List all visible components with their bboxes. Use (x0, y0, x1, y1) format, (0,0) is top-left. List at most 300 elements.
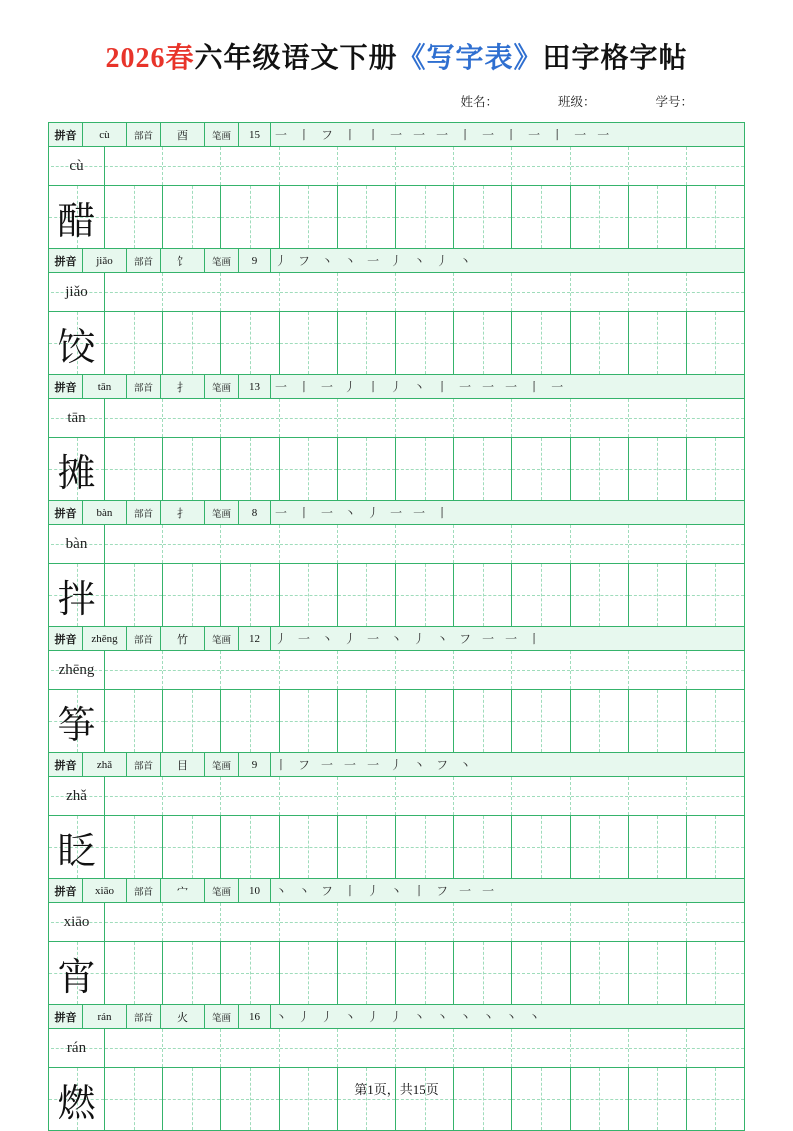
character-blank-cell[interactable] (163, 942, 221, 1004)
stroke-glyph: 丿 (344, 631, 357, 646)
pinyin-blank-cell[interactable] (105, 903, 163, 941)
pinyin-blank-cell[interactable] (105, 651, 163, 689)
character-blank-cell[interactable] (396, 186, 454, 248)
pinyin-blank-cell[interactable] (512, 147, 570, 185)
pinyin-text: jiǎo (65, 283, 88, 300)
character-blank-cell[interactable] (687, 1068, 744, 1130)
pinyin-blank-cell[interactable] (163, 525, 221, 563)
pinyin-blank-cell[interactable] (105, 525, 163, 563)
pinyin-blank-cell[interactable] (629, 147, 687, 185)
character-practice-row (49, 312, 744, 374)
pinyin-blank-cell[interactable] (221, 1029, 279, 1067)
stroke-glyph: 一 (298, 631, 311, 646)
character-blank-cell[interactable] (571, 816, 629, 878)
character-blank-cell[interactable] (338, 816, 396, 878)
character-blank-cell[interactable] (571, 1068, 629, 1130)
pinyin-practice-row (49, 147, 744, 186)
stroke-glyph: 丨 (344, 127, 357, 142)
pinyin-blank-cell[interactable] (687, 525, 744, 563)
class-label: 班级： (557, 95, 596, 109)
strokes-label: 笔画 (205, 753, 239, 776)
stroke-glyph: 一 (482, 379, 495, 394)
stroke-glyph: 丿 (367, 883, 380, 898)
stroke-glyph: 丿 (390, 379, 403, 394)
character-glyph: 筝 (57, 704, 96, 747)
pinyin-blank-cell[interactable] (454, 1029, 512, 1067)
radical-label: 部首 (127, 375, 161, 398)
character-blank-cell[interactable] (280, 942, 338, 1004)
stroke-order-sequence (271, 879, 744, 902)
character-blank-cell[interactable] (454, 816, 512, 878)
pinyin-blank-cell[interactable] (338, 273, 396, 311)
pinyin-blank-cells (105, 903, 744, 941)
character-blank-cell[interactable] (105, 438, 163, 500)
character-blank-cell[interactable] (512, 564, 570, 626)
character-model-cell (49, 690, 105, 752)
character-blank-cell[interactable] (687, 690, 744, 752)
page-footer: 第1页，共15页 (354, 1082, 439, 1097)
character-blank-cell[interactable] (105, 186, 163, 248)
pinyin-blank-cell[interactable] (163, 399, 221, 437)
character-glyph: 宵 (57, 956, 96, 999)
pinyin-blank-cell[interactable] (454, 273, 512, 311)
pinyin-blank-cell[interactable] (571, 651, 629, 689)
character-model-cell (49, 942, 105, 1004)
character-blank-cell[interactable] (163, 312, 221, 374)
stroke-order-sequence (271, 1005, 744, 1028)
pinyin-blank-cell[interactable] (280, 777, 338, 815)
character-blank-cell[interactable] (105, 942, 163, 1004)
pinyin-blank-cell[interactable] (280, 651, 338, 689)
pinyin-blank-cell[interactable] (454, 399, 512, 437)
pinyin-blank-cell[interactable] (512, 525, 570, 563)
pinyin-blank-cell[interactable] (571, 273, 629, 311)
pinyin-blank-cell[interactable] (512, 777, 570, 815)
pinyin-blank-cell[interactable] (396, 399, 454, 437)
pinyin-model-cell (49, 903, 105, 941)
pinyin-value: tān (83, 375, 127, 398)
character-blank-cell[interactable] (454, 186, 512, 248)
pinyin-blank-cell[interactable] (163, 777, 221, 815)
pinyin-blank-cell[interactable] (687, 147, 744, 185)
strokes-value: 9 (239, 753, 271, 776)
character-blank-cell[interactable] (687, 564, 744, 626)
stroke-glyph: 丿 (321, 1009, 334, 1024)
character-blank-cell[interactable] (163, 816, 221, 878)
character-blank-cell[interactable] (629, 1068, 687, 1130)
stroke-glyph: 丶 (459, 757, 472, 772)
character-blank-cell[interactable] (687, 438, 744, 500)
pinyin-blank-cell[interactable] (338, 147, 396, 185)
character-blank-cell[interactable] (571, 438, 629, 500)
stroke-glyph: 一 (551, 379, 564, 394)
character-blank-cell[interactable] (105, 690, 163, 752)
pinyin-blank-cell[interactable] (629, 273, 687, 311)
character-blank-cell[interactable] (687, 816, 744, 878)
character-practice-row (49, 438, 744, 500)
character-blank-cell[interactable] (338, 1068, 396, 1130)
pinyin-blank-cell[interactable] (105, 777, 163, 815)
pinyin-blank-cell[interactable] (454, 651, 512, 689)
character-blank-cell[interactable] (280, 438, 338, 500)
stroke-glyph: 一 (390, 505, 403, 520)
stroke-glyph: 丨 (528, 631, 541, 646)
pinyin-blank-cell[interactable] (338, 903, 396, 941)
pinyin-blank-cell[interactable] (396, 1029, 454, 1067)
strokes-label: 笔画 (205, 501, 239, 524)
pinyin-blank-cell[interactable] (454, 147, 512, 185)
character-blank-cell[interactable] (512, 942, 570, 1004)
pinyin-blank-cell[interactable] (687, 273, 744, 311)
character-blank-cell[interactable] (454, 1068, 512, 1130)
pinyin-label: 拼音 (49, 375, 83, 398)
pinyin-value: zhēng (83, 627, 127, 650)
title-suffix: 田字格字帖 (542, 43, 688, 74)
character-blank-cell[interactable] (338, 186, 396, 248)
character-blank-cell[interactable] (163, 186, 221, 248)
pinyin-blank-cell[interactable] (512, 1029, 570, 1067)
character-blank-cell[interactable] (221, 186, 279, 248)
stroke-glyph: 丶 (413, 253, 426, 268)
character-blank-cell[interactable] (396, 312, 454, 374)
stroke-glyph: 一 (528, 127, 541, 142)
character-blank-cell[interactable] (629, 942, 687, 1004)
character-blank-cell[interactable] (629, 438, 687, 500)
stroke-glyph: 一 (413, 127, 426, 142)
pinyin-blank-cell[interactable] (280, 147, 338, 185)
page-title (48, 0, 745, 76)
character-blank-cell[interactable] (163, 690, 221, 752)
character-glyph: 醋 (57, 200, 96, 243)
title-year: 2026 (105, 43, 166, 74)
character-blank-cell[interactable] (221, 690, 279, 752)
stroke-glyph: 一 (436, 127, 449, 142)
pinyin-blank-cell[interactable] (338, 777, 396, 815)
stroke-glyph: 丶 (321, 253, 334, 268)
stroke-glyph: 丶 (298, 883, 311, 898)
character-blank-cell[interactable] (571, 690, 629, 752)
character-meta-row (49, 501, 744, 525)
strokes-label: 笔画 (205, 375, 239, 398)
character-blank-cell[interactable] (629, 690, 687, 752)
character-blank-cell[interactable] (396, 816, 454, 878)
stroke-glyph: 一 (367, 631, 380, 646)
pinyin-blank-cell[interactable] (105, 399, 163, 437)
character-blank-cell[interactable] (629, 816, 687, 878)
stroke-glyph: 丶 (482, 1009, 495, 1024)
pinyin-blank-cell[interactable] (280, 1029, 338, 1067)
character-block (49, 627, 744, 753)
character-blank-cell[interactable] (221, 438, 279, 500)
character-block (49, 1005, 744, 1130)
character-block (49, 753, 744, 879)
character-blank-cell[interactable] (163, 438, 221, 500)
stroke-glyph: 丿 (413, 631, 426, 646)
character-blank-cell[interactable] (687, 186, 744, 248)
pinyin-blank-cell[interactable] (221, 399, 279, 437)
pinyin-blank-cell[interactable] (396, 777, 454, 815)
pinyin-blank-cell[interactable] (512, 273, 570, 311)
character-blank-cell[interactable] (454, 690, 512, 752)
stroke-glyph: 丶 (413, 1009, 426, 1024)
character-blank-cell[interactable] (221, 1068, 279, 1130)
pinyin-blank-cell[interactable] (221, 147, 279, 185)
character-blank-cell[interactable] (512, 690, 570, 752)
pinyin-blank-cell[interactable] (687, 777, 744, 815)
stroke-glyph: 丨 (298, 379, 311, 394)
pinyin-practice-row (49, 399, 744, 438)
pinyin-blank-cell[interactable] (629, 651, 687, 689)
pinyin-blank-cell[interactable] (512, 651, 570, 689)
character-blank-cell[interactable] (221, 564, 279, 626)
title-season: 春 (165, 43, 195, 74)
pinyin-blank-cell[interactable] (163, 273, 221, 311)
character-blank-cell[interactable] (338, 438, 396, 500)
pinyin-blank-cell[interactable] (512, 903, 570, 941)
character-blank-cell[interactable] (221, 816, 279, 878)
character-blank-cell[interactable] (280, 564, 338, 626)
pinyin-blank-cell[interactable] (221, 273, 279, 311)
stroke-glyph: 丿 (275, 631, 288, 646)
character-blank-cell[interactable] (338, 942, 396, 1004)
character-blank-cell[interactable] (280, 816, 338, 878)
pinyin-blank-cells (105, 147, 744, 185)
pinyin-blank-cell[interactable] (571, 903, 629, 941)
pinyin-blank-cell[interactable] (221, 777, 279, 815)
pinyin-practice-row (49, 903, 744, 942)
pinyin-blank-cell[interactable] (280, 525, 338, 563)
pinyin-blank-cell[interactable] (338, 1029, 396, 1067)
pinyin-blank-cell[interactable] (338, 525, 396, 563)
stroke-glyph: 一 (367, 253, 380, 268)
character-blank-cell[interactable] (396, 942, 454, 1004)
pinyin-text: tān (67, 409, 86, 426)
stroke-glyph: 丶 (275, 1009, 288, 1024)
pinyin-blank-cells (105, 273, 744, 311)
character-blank-cell[interactable] (687, 312, 744, 374)
pinyin-blank-cell[interactable] (629, 777, 687, 815)
pinyin-blank-cell[interactable] (629, 903, 687, 941)
radical-label: 部首 (127, 879, 161, 902)
stroke-glyph: 丨 (298, 127, 311, 142)
pinyin-blank-cell[interactable] (629, 525, 687, 563)
pinyin-text: cù (69, 157, 84, 174)
pinyin-blank-cell[interactable] (629, 399, 687, 437)
pinyin-blank-cell[interactable] (396, 903, 454, 941)
pinyin-value: zhǎ (83, 753, 127, 776)
stroke-order-sequence (271, 627, 744, 650)
character-model-cell (49, 438, 105, 500)
character-block (49, 375, 744, 501)
stroke-glyph: 一 (505, 631, 518, 646)
stroke-glyph: 丨 (298, 505, 311, 520)
character-blank-cell[interactable] (512, 816, 570, 878)
pinyin-blank-cell[interactable] (221, 525, 279, 563)
pinyin-blank-cells (105, 651, 744, 689)
character-blank-cell[interactable] (396, 438, 454, 500)
character-blank-cell[interactable] (454, 564, 512, 626)
stroke-glyph: 丿 (298, 1009, 311, 1024)
pinyin-text: zhēng (58, 661, 95, 678)
character-blank-cell[interactable] (105, 1068, 163, 1130)
pinyin-blank-cell[interactable] (571, 777, 629, 815)
character-model-cell (49, 816, 105, 878)
stroke-glyph: 一 (505, 379, 518, 394)
stroke-glyph: 一 (574, 127, 587, 142)
stroke-glyph: 丶 (344, 505, 357, 520)
pinyin-blank-cell[interactable] (396, 273, 454, 311)
pinyin-blank-cell[interactable] (687, 651, 744, 689)
pinyin-blank-cell[interactable] (571, 1029, 629, 1067)
pinyin-label: 拼音 (49, 501, 83, 524)
stroke-glyph: 丨 (344, 883, 357, 898)
pinyin-blank-cell[interactable] (571, 525, 629, 563)
stroke-glyph: 丿 (436, 253, 449, 268)
radical-value: 饣 (161, 249, 205, 272)
pinyin-text: bàn (65, 535, 88, 552)
character-blank-cell[interactable] (512, 312, 570, 374)
pinyin-blank-cell[interactable] (105, 273, 163, 311)
stroke-glyph: 一 (390, 127, 403, 142)
character-block (49, 249, 744, 375)
pinyin-blank-cell[interactable] (396, 147, 454, 185)
pinyin-blank-cell[interactable] (687, 399, 744, 437)
character-blank-cell[interactable] (163, 564, 221, 626)
stroke-glyph: 丨 (413, 883, 426, 898)
character-practice-row (49, 564, 744, 626)
character-blank-cell[interactable] (629, 564, 687, 626)
pinyin-blank-cell[interactable] (163, 147, 221, 185)
pinyin-blank-cell[interactable] (221, 651, 279, 689)
character-practice-row (49, 1068, 744, 1130)
character-blank-cell[interactable] (512, 1068, 570, 1130)
character-blank-cell[interactable] (687, 942, 744, 1004)
pinyin-blank-cell[interactable] (571, 399, 629, 437)
character-block (49, 123, 744, 249)
character-blank-cell[interactable] (221, 942, 279, 1004)
character-blank-cell[interactable] (454, 312, 512, 374)
character-blank-cell[interactable] (396, 1068, 454, 1130)
character-blank-cell[interactable] (396, 690, 454, 752)
character-blank-cell[interactable] (571, 312, 629, 374)
pinyin-blank-cell[interactable] (454, 777, 512, 815)
strokes-value: 12 (239, 627, 271, 650)
character-blank-cell[interactable] (571, 186, 629, 248)
pinyin-blank-cell[interactable] (163, 903, 221, 941)
pinyin-blank-cell[interactable] (338, 651, 396, 689)
pinyin-blank-cell[interactable] (280, 399, 338, 437)
pinyin-blank-cell[interactable] (338, 399, 396, 437)
stroke-glyph: 丿 (344, 379, 357, 394)
strokes-label: 笔画 (205, 1005, 239, 1028)
pinyin-model-cell (49, 147, 105, 185)
stroke-glyph: 丶 (505, 1009, 518, 1024)
character-blank-cell[interactable] (571, 942, 629, 1004)
pinyin-blank-cell[interactable] (280, 903, 338, 941)
character-blank-cell[interactable] (280, 1068, 338, 1130)
character-blank-cell[interactable] (338, 690, 396, 752)
radical-label: 部首 (127, 249, 161, 272)
pinyin-blank-cell[interactable] (221, 903, 279, 941)
character-blank-cell[interactable] (105, 816, 163, 878)
character-blank-cell[interactable] (280, 186, 338, 248)
character-blank-cell[interactable] (163, 1068, 221, 1130)
practice-sheet (48, 122, 745, 1131)
pinyin-blank-cell[interactable] (454, 903, 512, 941)
pinyin-blank-cell[interactable] (163, 1029, 221, 1067)
radical-label: 部首 (127, 753, 161, 776)
stroke-glyph: 一 (482, 631, 495, 646)
character-meta-row (49, 753, 744, 777)
radical-value: 宀 (161, 879, 205, 902)
stroke-glyph: 丨 (505, 127, 518, 142)
character-blank-cell[interactable] (105, 312, 163, 374)
character-blank-cell[interactable] (512, 186, 570, 248)
character-blank-cell[interactable] (396, 564, 454, 626)
character-blank-cell[interactable] (280, 312, 338, 374)
character-blank-cell[interactable] (280, 690, 338, 752)
stroke-glyph: 一 (321, 379, 334, 394)
pinyin-practice-row (49, 1029, 744, 1068)
strokes-value: 10 (239, 879, 271, 902)
pinyin-blank-cell[interactable] (571, 147, 629, 185)
character-blank-cell[interactable] (105, 564, 163, 626)
character-blank-cell[interactable] (338, 564, 396, 626)
character-blank-cell[interactable] (512, 438, 570, 500)
radical-value: 竹 (161, 627, 205, 650)
character-blank-cell[interactable] (221, 312, 279, 374)
pinyin-blank-cell[interactable] (396, 525, 454, 563)
pinyin-blank-cell[interactable] (687, 903, 744, 941)
student-info-row (48, 92, 745, 110)
pinyin-text: zhǎ (66, 787, 87, 804)
pinyin-blank-cell[interactable] (105, 147, 163, 185)
pinyin-practice-row (49, 651, 744, 690)
stroke-glyph: 丶 (321, 631, 334, 646)
character-blank-cell[interactable] (454, 438, 512, 500)
stroke-glyph: フ (436, 757, 449, 772)
character-blank-cell[interactable] (454, 942, 512, 1004)
character-model-cell (49, 312, 105, 374)
radical-label: 部首 (127, 627, 161, 650)
pinyin-blank-cell[interactable] (512, 399, 570, 437)
pinyin-label: 拼音 (49, 753, 83, 776)
character-glyph: 眨 (57, 830, 96, 873)
radical-value: 酉 (161, 123, 205, 146)
pinyin-blank-cell[interactable] (105, 1029, 163, 1067)
stroke-glyph: 一 (482, 883, 495, 898)
title-book: 《写字表》 (397, 43, 543, 74)
pinyin-blank-cell[interactable] (396, 651, 454, 689)
pinyin-blank-cell[interactable] (687, 1029, 744, 1067)
strokes-value: 16 (239, 1005, 271, 1028)
pinyin-blank-cell[interactable] (454, 525, 512, 563)
character-blank-cell[interactable] (338, 312, 396, 374)
character-blank-cell[interactable] (629, 186, 687, 248)
radical-value: 目 (161, 753, 205, 776)
character-model-cell (49, 1068, 105, 1130)
pinyin-blank-cell[interactable] (629, 1029, 687, 1067)
character-blank-cell[interactable] (629, 312, 687, 374)
pinyin-model-cell (49, 777, 105, 815)
stroke-glyph: 丶 (390, 883, 403, 898)
character-blank-cell[interactable] (571, 564, 629, 626)
pinyin-value: xiāo (83, 879, 127, 902)
pinyin-blank-cell[interactable] (163, 651, 221, 689)
radical-label: 部首 (127, 1005, 161, 1028)
title-grade: 六年级语文下册 (194, 43, 398, 74)
pinyin-blank-cell[interactable] (280, 273, 338, 311)
